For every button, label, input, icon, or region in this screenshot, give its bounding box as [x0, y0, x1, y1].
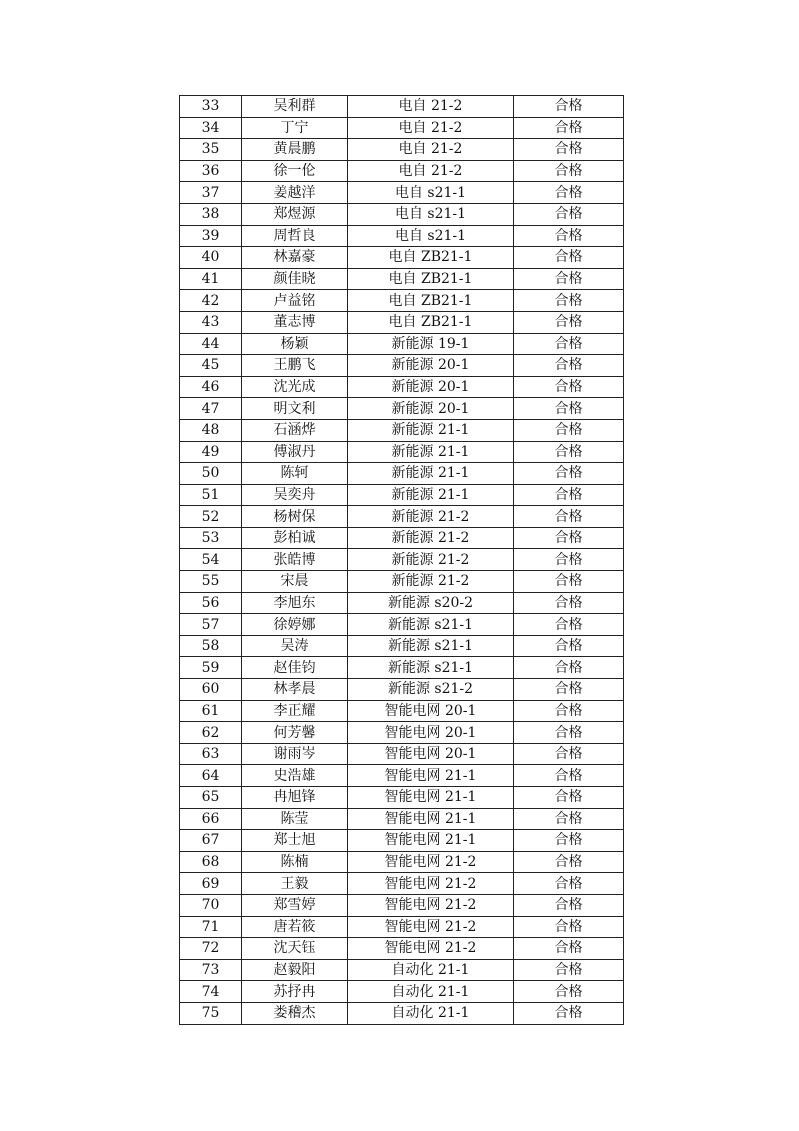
student-name-cell: 林嘉豪	[242, 247, 348, 269]
row-number-cell: 70	[180, 894, 242, 916]
student-name-cell: 黄晨鹏	[242, 139, 348, 161]
result-cell: 合格	[514, 96, 624, 118]
table-row	[180, 225, 624, 247]
class-cell: 新能源 21-2	[348, 549, 514, 571]
student-name-cell: 李旭东	[242, 592, 348, 614]
student-name-cell: 周哲良	[242, 225, 348, 247]
result-cell: 合格	[514, 441, 624, 463]
result-cell: 合格	[514, 484, 624, 506]
class-cell: 新能源 20-1	[348, 398, 514, 420]
result-cell: 合格	[514, 679, 624, 701]
class-cell: 新能源 20-1	[348, 355, 514, 377]
row-number-cell: 49	[180, 441, 242, 463]
result-cell: 合格	[514, 117, 624, 139]
table-row	[180, 506, 624, 528]
class-cell: 自动化 21-1	[348, 981, 514, 1003]
row-number-cell: 72	[180, 938, 242, 960]
table-row	[180, 722, 624, 744]
student-name-cell: 娄稽杰	[242, 1002, 348, 1024]
table-row	[180, 268, 624, 290]
student-name-cell: 苏抒冉	[242, 981, 348, 1003]
class-cell: 新能源 21-2	[348, 527, 514, 549]
row-number-cell: 40	[180, 247, 242, 269]
class-cell: 新能源 s21-1	[348, 614, 514, 636]
table-row	[180, 398, 624, 420]
student-name-cell: 何芳馨	[242, 722, 348, 744]
result-cell: 合格	[514, 635, 624, 657]
result-cell: 合格	[514, 765, 624, 787]
class-cell: 新能源 s21-1	[348, 635, 514, 657]
table-row	[180, 592, 624, 614]
class-cell: 智能电网 21-1	[348, 765, 514, 787]
student-name-cell: 彭柏诚	[242, 527, 348, 549]
row-number-cell: 48	[180, 419, 242, 441]
table-row	[180, 916, 624, 938]
table-row	[180, 463, 624, 485]
row-number-cell: 68	[180, 851, 242, 873]
table-row	[180, 851, 624, 873]
class-cell: 智能电网 20-1	[348, 722, 514, 744]
row-number-cell: 54	[180, 549, 242, 571]
student-name-cell: 李正耀	[242, 700, 348, 722]
student-name-cell: 宋晨	[242, 571, 348, 593]
row-number-cell: 71	[180, 916, 242, 938]
student-name-cell: 傅淑丹	[242, 441, 348, 463]
result-cell: 合格	[514, 419, 624, 441]
student-name-cell: 王毅	[242, 873, 348, 895]
row-number-cell: 64	[180, 765, 242, 787]
class-cell: 电自 s21-1	[348, 225, 514, 247]
row-number-cell: 55	[180, 571, 242, 593]
student-name-cell: 谢雨岑	[242, 743, 348, 765]
table-row	[180, 290, 624, 312]
class-cell: 电自 21-2	[348, 117, 514, 139]
result-cell: 合格	[514, 355, 624, 377]
table-row	[180, 160, 624, 182]
class-cell: 智能电网 21-2	[348, 938, 514, 960]
class-cell: 智能电网 21-1	[348, 808, 514, 830]
result-cell: 合格	[514, 160, 624, 182]
table-row	[180, 873, 624, 895]
student-name-cell: 徐一伦	[242, 160, 348, 182]
row-number-cell: 52	[180, 506, 242, 528]
table-row	[180, 527, 624, 549]
class-cell: 新能源 s20-2	[348, 592, 514, 614]
row-number-cell: 37	[180, 182, 242, 204]
class-cell: 智能电网 21-2	[348, 916, 514, 938]
class-cell: 新能源 21-1	[348, 463, 514, 485]
student-name-cell: 石涵烨	[242, 419, 348, 441]
class-cell: 智能电网 21-2	[348, 873, 514, 895]
student-name-cell: 丁宁	[242, 117, 348, 139]
student-name-cell: 唐若筱	[242, 916, 348, 938]
student-name-cell: 沈天钰	[242, 938, 348, 960]
row-number-cell: 57	[180, 614, 242, 636]
result-cell: 合格	[514, 333, 624, 355]
table-row	[180, 614, 624, 636]
row-number-cell: 50	[180, 463, 242, 485]
class-cell: 新能源 20-1	[348, 376, 514, 398]
result-cell: 合格	[514, 592, 624, 614]
row-number-cell: 51	[180, 484, 242, 506]
class-cell: 电自 ZB21-1	[348, 268, 514, 290]
table-row	[180, 808, 624, 830]
table-row	[180, 635, 624, 657]
table-row	[180, 419, 624, 441]
row-number-cell: 75	[180, 1002, 242, 1024]
row-number-cell: 63	[180, 743, 242, 765]
result-cell: 合格	[514, 722, 624, 744]
result-cell: 合格	[514, 614, 624, 636]
class-cell: 智能电网 21-2	[348, 851, 514, 873]
table-row	[180, 765, 624, 787]
class-cell: 电自 21-2	[348, 139, 514, 161]
class-cell: 新能源 21-1	[348, 441, 514, 463]
table-row	[180, 830, 624, 852]
table-row	[180, 679, 624, 701]
class-cell: 电自 s21-1	[348, 203, 514, 225]
result-cell: 合格	[514, 268, 624, 290]
class-cell: 智能电网 20-1	[348, 743, 514, 765]
result-cell: 合格	[514, 700, 624, 722]
student-name-cell: 明文利	[242, 398, 348, 420]
row-number-cell: 33	[180, 96, 242, 118]
results-table-body	[180, 96, 624, 1025]
table-row	[180, 549, 624, 571]
class-cell: 新能源 21-2	[348, 506, 514, 528]
row-number-cell: 74	[180, 981, 242, 1003]
student-name-cell: 卢益铭	[242, 290, 348, 312]
class-cell: 自动化 21-1	[348, 959, 514, 981]
results-table	[179, 95, 624, 1025]
student-name-cell: 陈楠	[242, 851, 348, 873]
class-cell: 自动化 21-1	[348, 1002, 514, 1024]
result-cell: 合格	[514, 290, 624, 312]
table-row	[180, 355, 624, 377]
result-cell: 合格	[514, 247, 624, 269]
class-cell: 新能源 s21-2	[348, 679, 514, 701]
student-name-cell: 郑士旭	[242, 830, 348, 852]
row-number-cell: 34	[180, 117, 242, 139]
result-cell: 合格	[514, 571, 624, 593]
class-cell: 电自 ZB21-1	[348, 311, 514, 333]
result-cell: 合格	[514, 787, 624, 809]
row-number-cell: 58	[180, 635, 242, 657]
table-row	[180, 959, 624, 981]
table-row	[180, 657, 624, 679]
result-cell: 合格	[514, 894, 624, 916]
row-number-cell: 62	[180, 722, 242, 744]
result-cell: 合格	[514, 376, 624, 398]
result-cell: 合格	[514, 182, 624, 204]
student-name-cell: 王鹏飞	[242, 355, 348, 377]
class-cell: 新能源 s21-1	[348, 657, 514, 679]
table-row	[180, 1002, 624, 1024]
student-name-cell: 吴利群	[242, 96, 348, 118]
student-name-cell: 陈莹	[242, 808, 348, 830]
class-cell: 电自 ZB21-1	[348, 247, 514, 269]
result-cell: 合格	[514, 657, 624, 679]
result-cell: 合格	[514, 851, 624, 873]
table-row	[180, 117, 624, 139]
table-row	[180, 203, 624, 225]
row-number-cell: 65	[180, 787, 242, 809]
student-name-cell: 颜佳晓	[242, 268, 348, 290]
result-cell: 合格	[514, 830, 624, 852]
table-row	[180, 787, 624, 809]
row-number-cell: 61	[180, 700, 242, 722]
result-cell: 合格	[514, 463, 624, 485]
row-number-cell: 46	[180, 376, 242, 398]
row-number-cell: 69	[180, 873, 242, 895]
row-number-cell: 73	[180, 959, 242, 981]
result-cell: 合格	[514, 808, 624, 830]
row-number-cell: 43	[180, 311, 242, 333]
result-cell: 合格	[514, 549, 624, 571]
result-cell: 合格	[514, 981, 624, 1003]
row-number-cell: 66	[180, 808, 242, 830]
result-cell: 合格	[514, 1002, 624, 1024]
result-cell: 合格	[514, 743, 624, 765]
result-cell: 合格	[514, 203, 624, 225]
class-cell: 电自 ZB21-1	[348, 290, 514, 312]
table-row	[180, 484, 624, 506]
row-number-cell: 36	[180, 160, 242, 182]
result-cell: 合格	[514, 959, 624, 981]
result-cell: 合格	[514, 506, 624, 528]
table-row	[180, 333, 624, 355]
class-cell: 电自 21-2	[348, 160, 514, 182]
class-cell: 电自 21-2	[348, 96, 514, 118]
class-cell: 电自 s21-1	[348, 182, 514, 204]
student-name-cell: 赵毅阳	[242, 959, 348, 981]
row-number-cell: 45	[180, 355, 242, 377]
student-name-cell: 赵佳钧	[242, 657, 348, 679]
student-name-cell: 陈轲	[242, 463, 348, 485]
student-name-cell: 冉旭锋	[242, 787, 348, 809]
table-row	[180, 247, 624, 269]
class-cell: 新能源 21-2	[348, 571, 514, 593]
table-row	[180, 311, 624, 333]
student-name-cell: 郑煜源	[242, 203, 348, 225]
table-row	[180, 894, 624, 916]
result-cell: 合格	[514, 398, 624, 420]
student-name-cell: 吴奕舟	[242, 484, 348, 506]
table-row	[180, 743, 624, 765]
student-name-cell: 史浩雄	[242, 765, 348, 787]
student-name-cell: 杨颖	[242, 333, 348, 355]
class-cell: 新能源 21-1	[348, 419, 514, 441]
table-row	[180, 96, 624, 118]
row-number-cell: 47	[180, 398, 242, 420]
result-cell: 合格	[514, 311, 624, 333]
row-number-cell: 60	[180, 679, 242, 701]
class-cell: 新能源 21-1	[348, 484, 514, 506]
row-number-cell: 42	[180, 290, 242, 312]
class-cell: 新能源 19-1	[348, 333, 514, 355]
class-cell: 智能电网 20-1	[348, 700, 514, 722]
class-cell: 智能电网 21-2	[348, 894, 514, 916]
student-name-cell: 张皓博	[242, 549, 348, 571]
row-number-cell: 59	[180, 657, 242, 679]
result-cell: 合格	[514, 527, 624, 549]
class-cell: 智能电网 21-1	[348, 787, 514, 809]
table-row	[180, 700, 624, 722]
class-cell: 智能电网 21-1	[348, 830, 514, 852]
row-number-cell: 67	[180, 830, 242, 852]
table-row	[180, 182, 624, 204]
row-number-cell: 38	[180, 203, 242, 225]
row-number-cell: 44	[180, 333, 242, 355]
row-number-cell: 53	[180, 527, 242, 549]
student-name-cell: 郑雪婷	[242, 894, 348, 916]
student-name-cell: 徐婷娜	[242, 614, 348, 636]
student-name-cell: 沈光成	[242, 376, 348, 398]
row-number-cell: 35	[180, 139, 242, 161]
table-row	[180, 571, 624, 593]
row-number-cell: 41	[180, 268, 242, 290]
result-cell: 合格	[514, 139, 624, 161]
table-row	[180, 938, 624, 960]
row-number-cell: 56	[180, 592, 242, 614]
table-row	[180, 139, 624, 161]
student-name-cell: 林孝晨	[242, 679, 348, 701]
row-number-cell: 39	[180, 225, 242, 247]
result-cell: 合格	[514, 938, 624, 960]
student-name-cell: 董志博	[242, 311, 348, 333]
student-name-cell: 杨树保	[242, 506, 348, 528]
result-cell: 合格	[514, 916, 624, 938]
table-row	[180, 981, 624, 1003]
student-name-cell: 姜越洋	[242, 182, 348, 204]
table-row	[180, 376, 624, 398]
student-name-cell: 吴涛	[242, 635, 348, 657]
table-row	[180, 441, 624, 463]
result-cell: 合格	[514, 225, 624, 247]
result-cell: 合格	[514, 873, 624, 895]
